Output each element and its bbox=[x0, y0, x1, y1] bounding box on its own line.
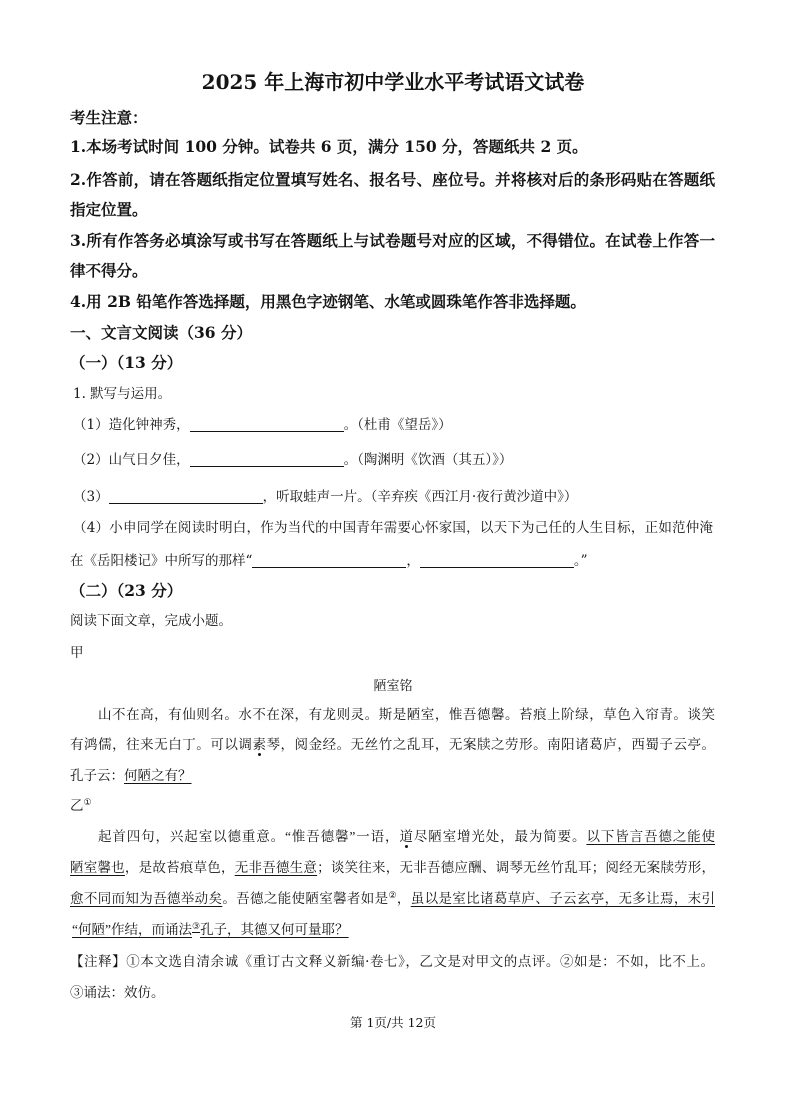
passage-line bbox=[70, 857, 715, 879]
passage-text: 有鸿儒，往来无白丁。可以调 bbox=[70, 737, 253, 752]
passage-line bbox=[70, 888, 715, 910]
passage-text: 尽陋室增光处，最为简要。 bbox=[413, 829, 587, 844]
fill-item-text: （4）小申同学在阅读时明白，作为当代的中国青年需要心怀家国，以天下为己任的人生目标，正如范仲淹 bbox=[73, 520, 713, 536]
note-line: ③诵法：效仿。 bbox=[70, 985, 165, 1001]
answer-blank bbox=[190, 455, 344, 467]
text-b-label bbox=[70, 795, 715, 817]
answer-blank bbox=[420, 556, 574, 568]
answer-blank bbox=[109, 492, 263, 504]
passage-text: 。吾德之能使陋室馨者如是 bbox=[222, 891, 389, 906]
question-prompt: 1. 默写与运用。 bbox=[73, 386, 172, 402]
notice-line: 指定位置。 bbox=[70, 200, 148, 219]
part-heading: （二）（23 分） bbox=[70, 581, 183, 600]
passage-text: 山不在高，有仙则名。水不在深，有龙则灵。斯是陋室，惟吾德馨。苔痕上阶绿，草色入帘青。谈笑 bbox=[98, 707, 715, 722]
fill-item-source: 。（陶渊明《饮酒（其五）》） bbox=[343, 452, 513, 468]
page-footer: 第 1页/共 12页 bbox=[349, 1015, 437, 1030]
footnote-marker: ① bbox=[83, 798, 92, 808]
exam-title: 2025 年上海市初中学业水平考试语文试卷 bbox=[201, 70, 585, 94]
underlined-phrase: 陋室馨也 bbox=[70, 860, 125, 875]
fill-item-separator: ， bbox=[406, 553, 420, 569]
passage-text: 孔子云： bbox=[70, 768, 124, 783]
passage-text: ，是故苔痕草色， bbox=[124, 860, 235, 875]
underlined-phrase: 孔子，其德又何可量耶？ bbox=[200, 922, 349, 937]
fill-item bbox=[73, 449, 718, 471]
notice-line: 律不得分。 bbox=[70, 261, 148, 280]
underlined-phrase: 何陋之有？ bbox=[124, 768, 192, 783]
note-line: 【注释】①本文选自清余诚《重订古文释义新编·卷七》，乙文是对甲文的点评。②如是：不如，比不上。 bbox=[70, 954, 714, 970]
underlined-phrase: 无非吾德生意 bbox=[234, 860, 318, 875]
answer-blank bbox=[252, 556, 406, 568]
footnote-marker: ② bbox=[388, 890, 397, 900]
footnote-marker: ③ bbox=[191, 921, 201, 931]
notice-line: 1.本场考试时间 100 分钟。试卷共 6 页，满分 150 分，答题纸共 2 页。 bbox=[70, 137, 588, 156]
passage-text: ；谈笑往来，无非吾德应酬、调琴无丝竹乱耳；阅经无案牍劳形， bbox=[317, 860, 716, 875]
notice-line: 4.用 2B 铅笔作答选择题，用黑色字迹钢笔、水笔或圆珠笔作答非选择题。 bbox=[70, 292, 586, 311]
emphasis-char: 素 bbox=[252, 737, 267, 752]
fill-item bbox=[73, 486, 718, 508]
answer-blank bbox=[190, 420, 344, 432]
underlined-phrase: 以下皆言吾德之能使 bbox=[586, 829, 716, 844]
fill-item-lead: （3） bbox=[73, 489, 109, 505]
section-heading: 一、文言文阅读（36 分） bbox=[70, 323, 252, 342]
passage-line bbox=[70, 765, 715, 787]
text-b-label-text: 乙 bbox=[70, 798, 84, 814]
underlined-phrase: 虽以是室比诸葛草庐、子云玄亭，无多让焉，末引 bbox=[410, 891, 716, 906]
fill-item-lead: 在《岳阳楼记》中所写的那样“ bbox=[70, 553, 253, 569]
notice-line: 2.作答前，请在答题纸指定位置填写姓名、报名号、座位号。并将核对后的条形码贴在答题纸 bbox=[70, 170, 715, 189]
passage-line bbox=[70, 734, 715, 756]
notice-heading: 考生注意： bbox=[70, 108, 148, 127]
fill-item bbox=[70, 550, 715, 572]
emphasis-char: 道 bbox=[399, 829, 414, 844]
passage-line bbox=[98, 704, 715, 726]
fill-item-lead: （2）山气日夕佳， bbox=[73, 452, 190, 468]
fill-item-source: ，听取蛙声一片。（辛弃疾《西江月·夜行黄沙道中》） bbox=[262, 489, 578, 505]
passage-text: ， bbox=[396, 891, 411, 906]
fill-item-lead: （1）造化钟神秀， bbox=[73, 417, 190, 433]
fill-item-source: 。（杜甫《望岳》） bbox=[343, 417, 452, 433]
passage-title: 陋室铭 bbox=[373, 678, 413, 693]
fill-item-end: 。” bbox=[573, 553, 588, 569]
instruction-text: 阅读下面文章，完成小题。 bbox=[70, 613, 232, 629]
text-a-label: 甲 bbox=[70, 645, 84, 661]
part-heading: （一）（13 分） bbox=[70, 353, 183, 372]
notice-line: 3.所有作答务必填涂写或书写在答题纸上与试卷题号对应的区域，不得错位。在试卷上作答一 bbox=[70, 231, 715, 250]
passage-text: 琴，阅金经。无丝竹之乱耳，无案牍之劳形。南阳诸葛庐，西蜀子云亭。 bbox=[266, 737, 716, 752]
fill-item bbox=[73, 414, 718, 436]
passage-text: 起首四句，兴起室以德重意。“惟吾德馨”一语， bbox=[98, 829, 400, 844]
underlined-phrase: “何陋”作结，而诵法 bbox=[72, 922, 192, 937]
passage-line bbox=[98, 826, 715, 848]
passage-line bbox=[72, 919, 717, 941]
underlined-phrase: 愈不同而知为吾德举动矣 bbox=[70, 891, 223, 906]
